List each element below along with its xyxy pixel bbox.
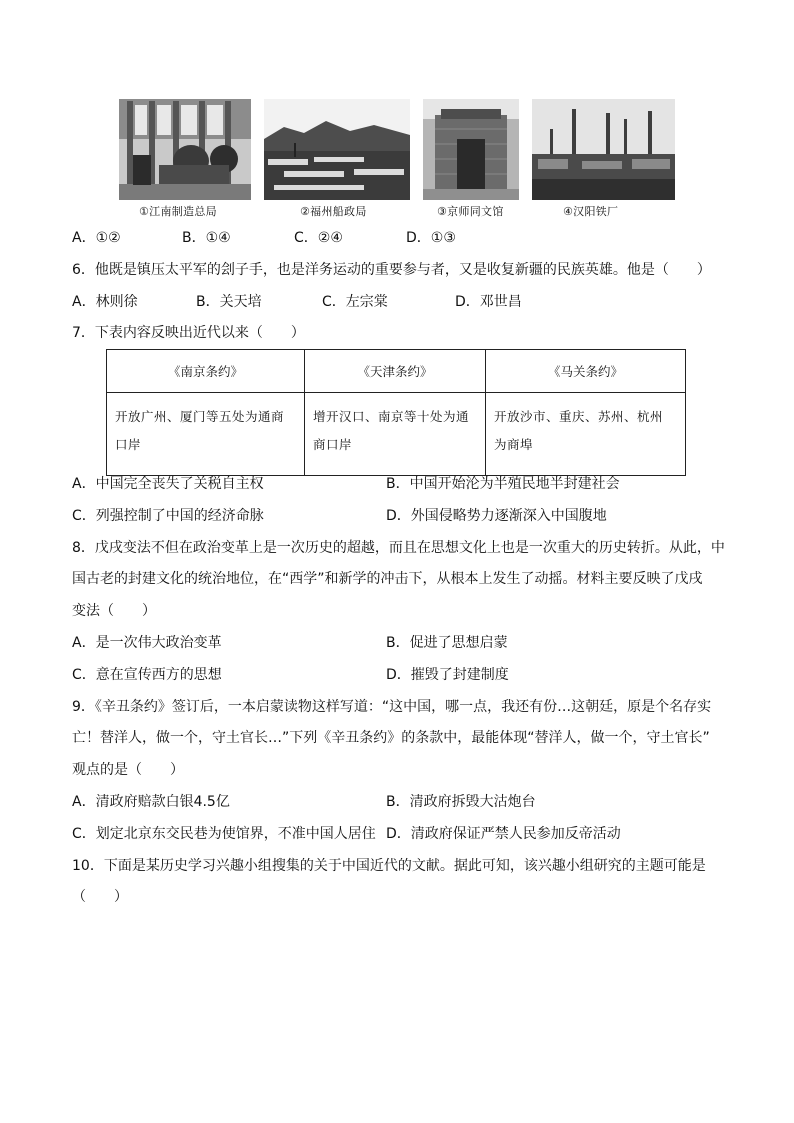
q8-stem-line-2: 国古老的封建文化的统治地位，在“西学”和新学的冲击下，从根本上发生了动摇。材料主要反映了戊戌 [72, 571, 703, 587]
q7-stem: 7．下表内容反映出近代以来（ ） [72, 325, 305, 341]
treaty-header-tianjin: 《天津条约》 [305, 350, 486, 393]
treaty-cell-maguan [486, 393, 686, 476]
photo-caption-2: ②福州船政局 [300, 205, 367, 218]
q7-option-d[interactable]: D．外国侵略势力逐渐深入中国腹地 [386, 508, 607, 524]
photo-caption-3: ③京师同文馆 [437, 205, 504, 218]
photo-caption-4: ④汉阳铁厂 [563, 205, 619, 218]
q5-option-a[interactable]: A．①② [72, 230, 121, 246]
q9-option-a[interactable]: A．清政府赔款白银4.5亿 [72, 794, 230, 810]
q8-option-a[interactable]: A．是一次伟大政治变革 [72, 635, 222, 651]
treaty-table-body-row [107, 393, 686, 476]
treaty-cell-nanjing [107, 393, 305, 476]
q9-option-b[interactable]: B．清政府拆毁大沽炮台 [386, 794, 536, 810]
q10-stem-line-1: 10．下面是某历史学习兴趣小组搜集的关于中国近代的文献。据此可知，该兴趣小组研究的主题可能是 [72, 858, 706, 874]
q6-option-d[interactable]: D．邓世昌 [455, 294, 522, 310]
q6-option-a[interactable]: A．林则徐 [72, 294, 138, 310]
treaty-cell-maguan-line2: 为商埠 [494, 437, 534, 452]
q5-option-b[interactable]: B．①④ [182, 230, 231, 246]
treaty-cell-tianjin [305, 393, 486, 476]
q7-option-b[interactable]: B．中国开始沦为半殖民地半封建社会 [386, 476, 620, 492]
q9-stem-line-1: 9．《辛丑条约》签订后，一本启蒙读物这样写道：“这中国，哪一点，我还有份…这朝廷，原是个名存实 [72, 699, 712, 715]
q6-option-c[interactable]: C．左宗棠 [322, 294, 388, 310]
photo-hanyang-ironworks [532, 99, 675, 200]
photo-fuzhou-navy-yard [264, 99, 410, 200]
q8-stem-line-3: 变法（ ） [72, 603, 156, 619]
q8-option-d[interactable]: D．摧毁了封建制度 [386, 667, 509, 683]
treaty-cell-nanjing-line1: 开放广州、厦门等五处为通商 [115, 409, 285, 424]
photo-jiangnan-arsenal [119, 99, 251, 200]
treaty-header-nanjing: 《南京条约》 [107, 350, 305, 393]
photo-strip [119, 99, 679, 219]
photo-tongwen-guan [423, 99, 519, 200]
q5-option-c[interactable]: C．②④ [294, 230, 343, 246]
q9-option-d[interactable]: D．清政府保证严禁人民参加反帝活动 [386, 826, 621, 842]
q6-stem: 6．他既是镇压太平军的刽子手，也是洋务运动的重要参与者，又是收复新疆的民族英雄。他是（ ） [72, 262, 711, 278]
q8-option-c[interactable]: C．意在宣传西方的思想 [72, 667, 222, 683]
q7-option-a[interactable]: A．中国完全丧失了关税自主权 [72, 476, 264, 492]
q8-option-b[interactable]: B．促进了思想启蒙 [386, 635, 508, 651]
q10-stem-line-2: （ ） [72, 889, 128, 905]
q6-option-b[interactable]: B．关天培 [196, 294, 262, 310]
treaty-table-header-row [107, 350, 686, 393]
treaty-cell-maguan-line1: 开放沙市、重庆、苏州、杭州 [494, 409, 664, 424]
q5-option-d[interactable]: D．①③ [406, 230, 456, 246]
treaty-cell-nanjing-line2: 口岸 [115, 437, 142, 452]
treaty-cell-tianjin-line2: 商口岸 [313, 437, 353, 452]
q7-option-c[interactable]: C．列强控制了中国的经济命脉 [72, 508, 264, 524]
treaty-table [106, 349, 686, 476]
q8-stem-line-1: 8．戊戌变法不但在政治变革上是一次历史的超越，而且在思想文化上也是一次重大的历史转折。从此，中 [72, 540, 725, 556]
photo-caption-1: ①江南制造总局 [139, 205, 217, 218]
treaty-header-maguan: 《马关条约》 [486, 350, 686, 393]
treaty-cell-tianjin-line1: 增开汉口、南京等十处为通 [313, 409, 470, 424]
q9-stem-line-3: 观点的是（ ） [72, 762, 184, 778]
q9-stem-line-2: 亡！替洋人，做一个，守土官长…”下列《辛丑条约》的条款中，最能体现“替洋人，做一个，守土官长” [72, 730, 710, 746]
q9-option-c[interactable]: C．划定北京东交民巷为使馆界，不准中国人居住 [72, 826, 376, 842]
